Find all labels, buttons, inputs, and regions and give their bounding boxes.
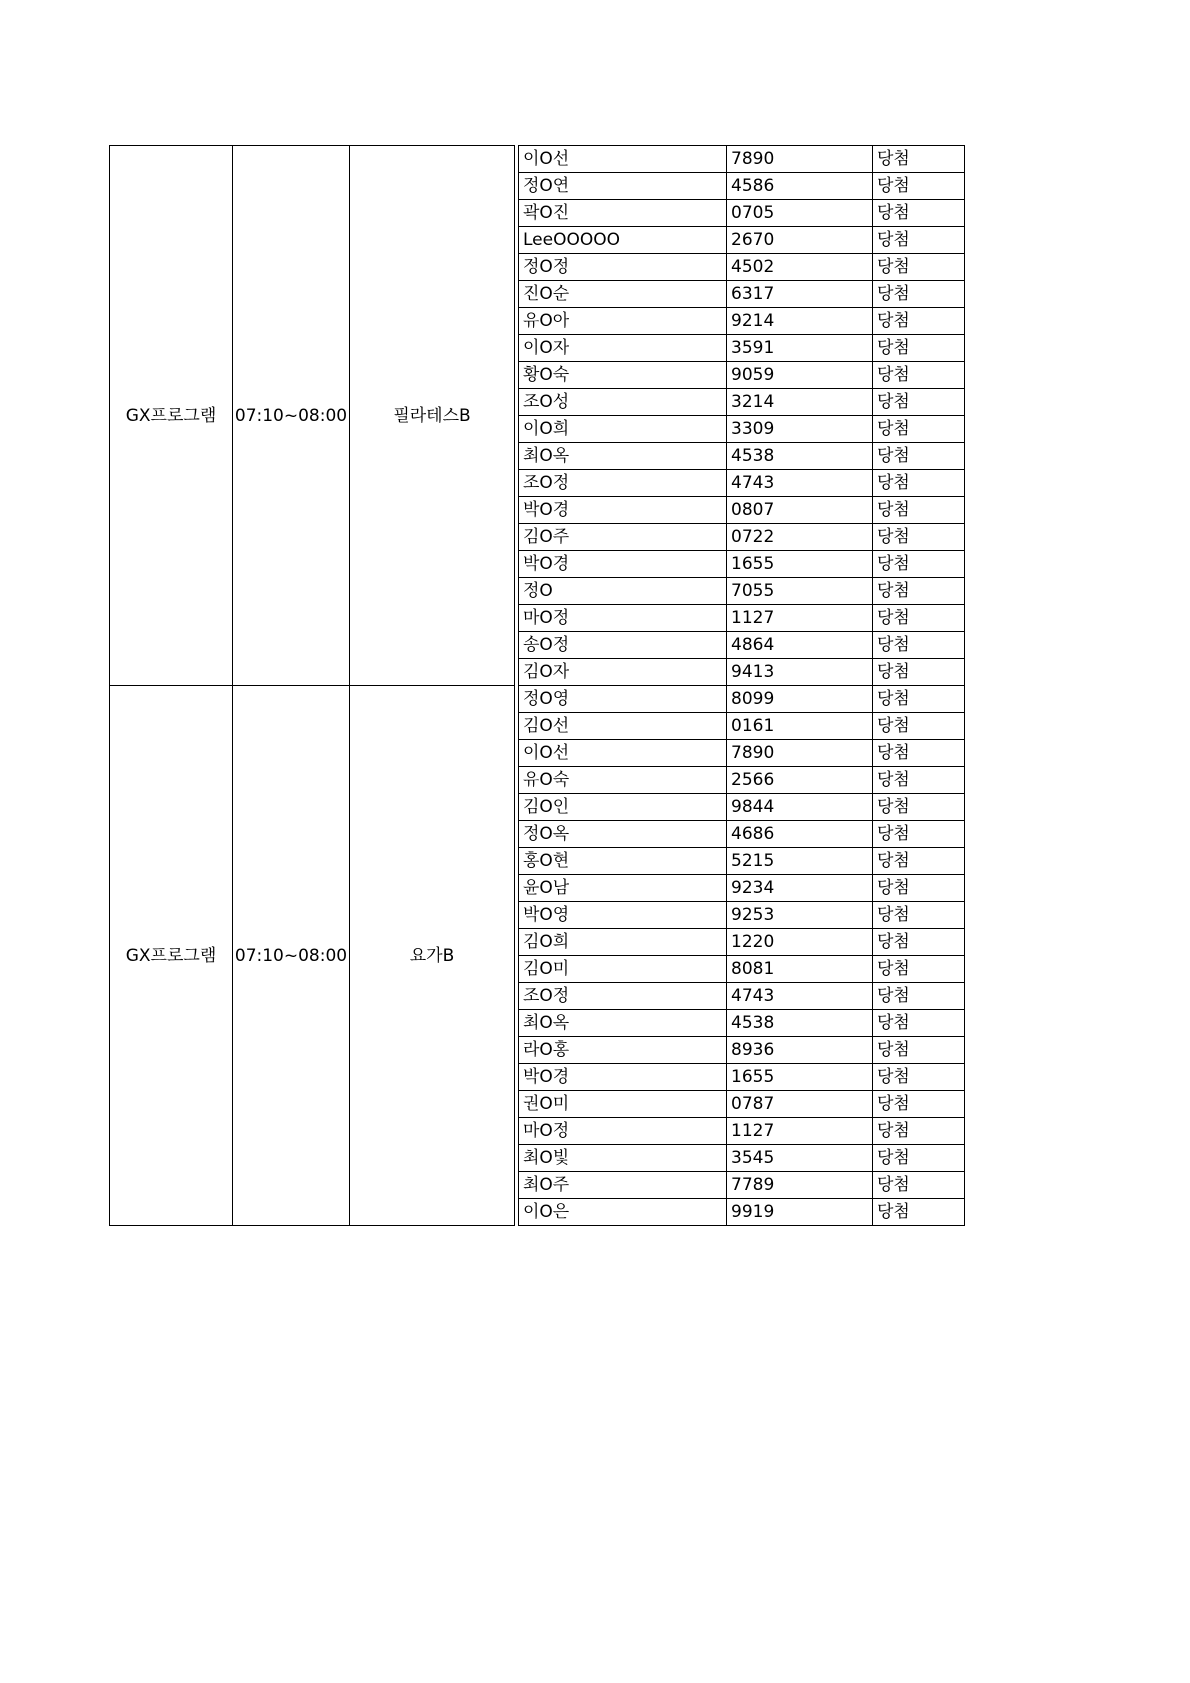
result-cell: 당첨	[873, 605, 965, 632]
name-cell: 조O정	[519, 983, 727, 1010]
name-cell: LeeOOOOO	[519, 227, 727, 254]
phone-cell: 4743	[727, 470, 873, 497]
result-cell: 당첨	[873, 794, 965, 821]
result-cell: 당첨	[873, 632, 965, 659]
result-cell: 당첨	[873, 821, 965, 848]
name-cell: 조O성	[519, 389, 727, 416]
phone-cell: 1127	[727, 605, 873, 632]
phone-cell: 0722	[727, 524, 873, 551]
name-cell: 이O선	[519, 740, 727, 767]
name-cell: 이O은	[519, 1199, 727, 1226]
name-cell: 권O미	[519, 1091, 727, 1118]
result-cell: 당첨	[873, 659, 965, 686]
time-cell: 07:10~08:00	[233, 686, 350, 1226]
result-cell: 당첨	[873, 578, 965, 605]
name-cell: 조O정	[519, 470, 727, 497]
name-cell: 황O숙	[519, 362, 727, 389]
phone-cell: 7890	[727, 740, 873, 767]
name-cell: 마O정	[519, 1118, 727, 1145]
name-cell: 김O자	[519, 659, 727, 686]
result-cell: 당첨	[873, 1199, 965, 1226]
name-cell: 박O경	[519, 497, 727, 524]
phone-cell: 2566	[727, 767, 873, 794]
result-cell: 당첨	[873, 524, 965, 551]
name-cell: 최O옥	[519, 443, 727, 470]
name-cell: 최O옥	[519, 1010, 727, 1037]
name-cell: 정O영	[519, 686, 727, 713]
name-cell: 진O순	[519, 281, 727, 308]
result-cell: 당첨	[873, 767, 965, 794]
result-cell: 당첨	[873, 1172, 965, 1199]
name-cell: 홍O현	[519, 848, 727, 875]
winners-table	[109, 145, 965, 1226]
name-cell: 정O연	[519, 173, 727, 200]
phone-cell: 9919	[727, 1199, 873, 1226]
time-cell: 07:10~08:00	[233, 146, 350, 686]
phone-cell: 4864	[727, 632, 873, 659]
phone-cell: 3214	[727, 389, 873, 416]
result-cell: 당첨	[873, 281, 965, 308]
phone-cell: 7055	[727, 578, 873, 605]
result-cell: 당첨	[873, 173, 965, 200]
name-cell: 라O홍	[519, 1037, 727, 1064]
name-cell: 유O아	[519, 308, 727, 335]
result-cell: 당첨	[873, 227, 965, 254]
name-cell: 김O희	[519, 929, 727, 956]
phone-cell: 8081	[727, 956, 873, 983]
phone-cell: 0807	[727, 497, 873, 524]
phone-cell: 4538	[727, 443, 873, 470]
phone-cell: 4502	[727, 254, 873, 281]
phone-cell: 9413	[727, 659, 873, 686]
phone-cell: 9253	[727, 902, 873, 929]
table-row	[110, 686, 965, 713]
result-cell: 당첨	[873, 335, 965, 362]
name-cell: 마O정	[519, 605, 727, 632]
result-cell: 당첨	[873, 1118, 965, 1145]
name-cell: 박O경	[519, 551, 727, 578]
name-cell: 김O미	[519, 956, 727, 983]
name-cell: 정O정	[519, 254, 727, 281]
result-cell: 당첨	[873, 686, 965, 713]
result-cell: 당첨	[873, 470, 965, 497]
result-cell: 당첨	[873, 1037, 965, 1064]
result-cell: 당첨	[873, 1064, 965, 1091]
name-cell: 곽O진	[519, 200, 727, 227]
name-cell: 김O선	[519, 713, 727, 740]
result-cell: 당첨	[873, 983, 965, 1010]
result-cell: 당첨	[873, 146, 965, 173]
name-cell: 윤O남	[519, 875, 727, 902]
phone-cell: 4743	[727, 983, 873, 1010]
phone-cell: 9234	[727, 875, 873, 902]
phone-cell: 1127	[727, 1118, 873, 1145]
result-cell: 당첨	[873, 713, 965, 740]
name-cell: 정O옥	[519, 821, 727, 848]
name-cell: 이O선	[519, 146, 727, 173]
name-cell: 최O빛	[519, 1145, 727, 1172]
result-cell: 당첨	[873, 1145, 965, 1172]
name-cell: 이O자	[519, 335, 727, 362]
phone-cell: 1655	[727, 1064, 873, 1091]
table-row	[110, 146, 965, 173]
phone-cell: 3545	[727, 1145, 873, 1172]
result-cell: 당첨	[873, 1010, 965, 1037]
result-cell: 당첨	[873, 443, 965, 470]
result-cell: 당첨	[873, 362, 965, 389]
result-cell: 당첨	[873, 875, 965, 902]
name-cell: 송O정	[519, 632, 727, 659]
phone-cell: 6317	[727, 281, 873, 308]
phone-cell: 8936	[727, 1037, 873, 1064]
name-cell: 이O희	[519, 416, 727, 443]
result-cell: 당첨	[873, 902, 965, 929]
phone-cell: 0787	[727, 1091, 873, 1118]
phone-cell: 1220	[727, 929, 873, 956]
phone-cell: 9214	[727, 308, 873, 335]
phone-cell: 4538	[727, 1010, 873, 1037]
name-cell: 김O인	[519, 794, 727, 821]
phone-cell: 7890	[727, 146, 873, 173]
result-cell: 당첨	[873, 740, 965, 767]
program-cell: 요가B	[350, 686, 515, 1226]
name-cell: 유O숙	[519, 767, 727, 794]
phone-cell: 9844	[727, 794, 873, 821]
result-cell: 당첨	[873, 389, 965, 416]
phone-cell: 3591	[727, 335, 873, 362]
phone-cell: 2670	[727, 227, 873, 254]
phone-cell: 0705	[727, 200, 873, 227]
name-cell: 최O주	[519, 1172, 727, 1199]
phone-cell: 9059	[727, 362, 873, 389]
result-cell: 당첨	[873, 929, 965, 956]
result-cell: 당첨	[873, 497, 965, 524]
phone-cell: 7789	[727, 1172, 873, 1199]
winners-table-body	[110, 146, 965, 1226]
phone-cell: 4686	[727, 821, 873, 848]
result-cell: 당첨	[873, 551, 965, 578]
result-cell: 당첨	[873, 200, 965, 227]
result-cell: 당첨	[873, 956, 965, 983]
result-cell: 당첨	[873, 1091, 965, 1118]
phone-cell: 8099	[727, 686, 873, 713]
name-cell: 박O경	[519, 1064, 727, 1091]
name-cell: 정O	[519, 578, 727, 605]
category-cell: GX프로그램	[110, 146, 233, 686]
category-cell: GX프로그램	[110, 686, 233, 1226]
phone-cell: 0161	[727, 713, 873, 740]
name-cell: 박O영	[519, 902, 727, 929]
phone-cell: 1655	[727, 551, 873, 578]
phone-cell: 5215	[727, 848, 873, 875]
phone-cell: 4586	[727, 173, 873, 200]
result-cell: 당첨	[873, 416, 965, 443]
result-cell: 당첨	[873, 848, 965, 875]
phone-cell: 3309	[727, 416, 873, 443]
result-cell: 당첨	[873, 308, 965, 335]
result-cell: 당첨	[873, 254, 965, 281]
program-cell: 필라테스B	[350, 146, 515, 686]
name-cell: 김O주	[519, 524, 727, 551]
